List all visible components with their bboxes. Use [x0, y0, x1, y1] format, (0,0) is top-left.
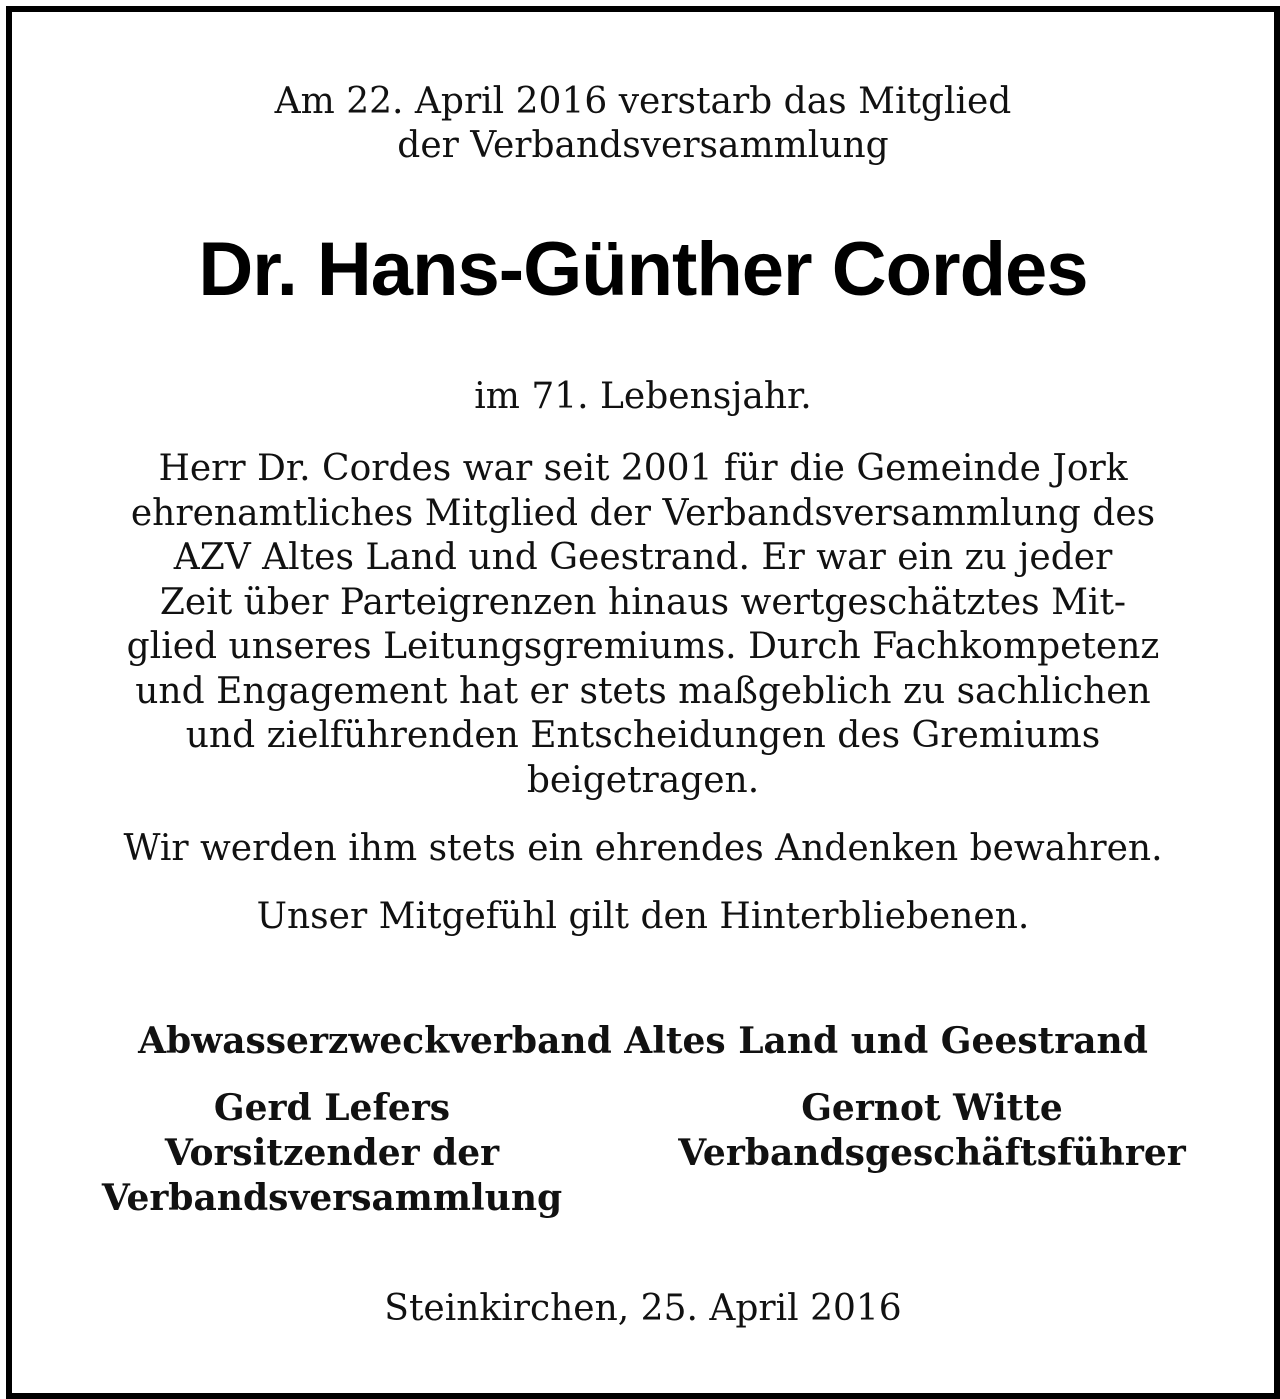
intro-text	[12, 80, 1274, 168]
tribute-line: Herr Dr. Cordes war seit 2001 für die Gemeinde Jork	[158, 448, 1128, 489]
age-text: im 71. Lebensjahr.	[474, 376, 812, 417]
tribute-line: Zeit über Parteigrenzen hinaus wertgeschätztes Mit-	[159, 581, 1127, 623]
tribute-line: ehrenamtliches Mitglied der Verbandsversammlung des	[130, 492, 1156, 534]
memory-text: Wir werden ihm stets ein ehrendes Andenken bewahren.	[123, 828, 1163, 869]
tribute-line: beigetragen.	[526, 759, 760, 801]
place-date: Steinkirchen, 25. April 2016	[384, 1288, 902, 1329]
intro-line: der Verbandsversammlung	[397, 125, 889, 166]
signatory-title: Verbandsversammlung	[101, 1177, 563, 1219]
signatory-right	[672, 1086, 1192, 1176]
intro-line: Am 22. April 2016 verstarb das Mitglied	[274, 81, 1012, 122]
tribute-paragraph	[12, 447, 1274, 803]
deceased-name: Dr. Hans-Günther Cordes	[198, 227, 1088, 312]
signatory-name: Gernot Witte	[801, 1087, 1063, 1129]
tribute-line: und Engagement hat er stets maßgeblich zu sachlichen	[135, 670, 1151, 712]
signatory-name: Gerd Lefers	[213, 1087, 451, 1129]
obituary-notice	[6, 6, 1280, 1399]
condolence-text: Unser Mitgefühl gilt den Hinterbliebenen.	[256, 896, 1030, 937]
signatory-left	[72, 1086, 592, 1221]
organization-name: Abwasserzweckverband Altes Land und Geestrand	[138, 1020, 1148, 1062]
signatory-title: Verbandsgeschäftsführer	[678, 1132, 1186, 1174]
tribute-line: und zielführenden Entscheidungen des Gremiums	[185, 715, 1101, 756]
signatory-title: Vorsitzender der	[164, 1132, 500, 1174]
tribute-line: glied unseres Leitungsgremiums. Durch Fachkompetenz	[126, 626, 1160, 667]
tribute-line: AZV Altes Land und Geestrand. Er war ein zu jeder	[173, 537, 1113, 578]
